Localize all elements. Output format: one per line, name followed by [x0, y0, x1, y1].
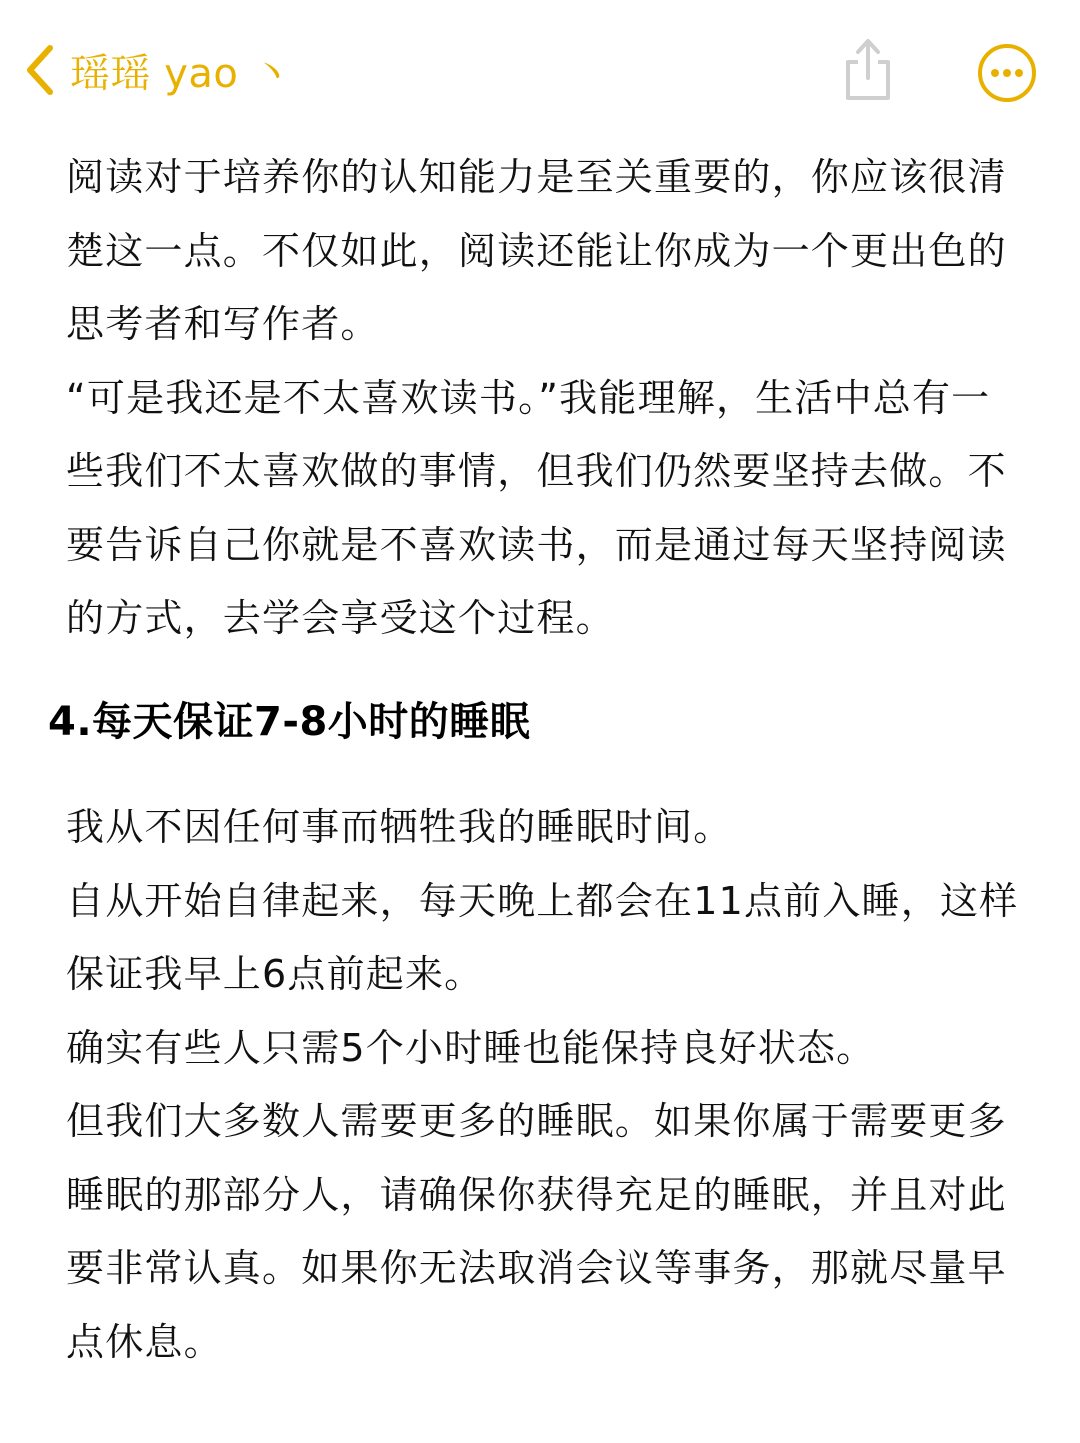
reading-section-text	[66, 141, 1026, 656]
chevron-left-icon	[22, 44, 58, 96]
author-name[interactable]: 瑶瑶 yao 丶	[70, 50, 293, 97]
paragraph: 确实有些人只需5个小时睡也能保持良好状态。	[66, 1025, 876, 1070]
section-heading: 4.每天保证7-8小时的睡眠	[48, 699, 531, 745]
more-dots-icon	[976, 42, 1038, 104]
paragraph: 阅读对于培养你的认知能力是至关重要的，你应该很清楚这一点。不仅如此，阅读还能让你成为一个更出色的思考者和写作者。	[66, 155, 1007, 346]
share-button[interactable]	[838, 36, 898, 104]
paragraph: “可是我还是不太喜欢读书。”我能理解，生活中总有一些我们不太喜欢做的事情，但我们仍然要坚持去做。不要告诉自己你就是不喜欢读书，而是通过每天坚持阅读的方式，去学会享受这个过程。	[66, 375, 1007, 640]
share-icon	[838, 36, 898, 104]
paragraph: 自从开始自律起来，每天晚上都会在11点前入睡，这样保证我早上6点前起来。	[66, 878, 1019, 996]
back-button[interactable]	[22, 30, 292, 110]
sleep-section-text	[66, 791, 1026, 1379]
paragraph: 我从不因任何事而牺牲我的睡眠时间。	[66, 805, 733, 849]
paragraph: 但我们大多数人需要更多的睡眠。如果你属于需要更多睡眠的那部分人，请确保你获得充足的睡眠，并且对此要非常认真。如果你无法取消会议等事务，那就尽量早点休息。	[66, 1099, 1007, 1364]
more-options-button[interactable]	[976, 42, 1038, 104]
navigation-bar	[0, 0, 1080, 140]
